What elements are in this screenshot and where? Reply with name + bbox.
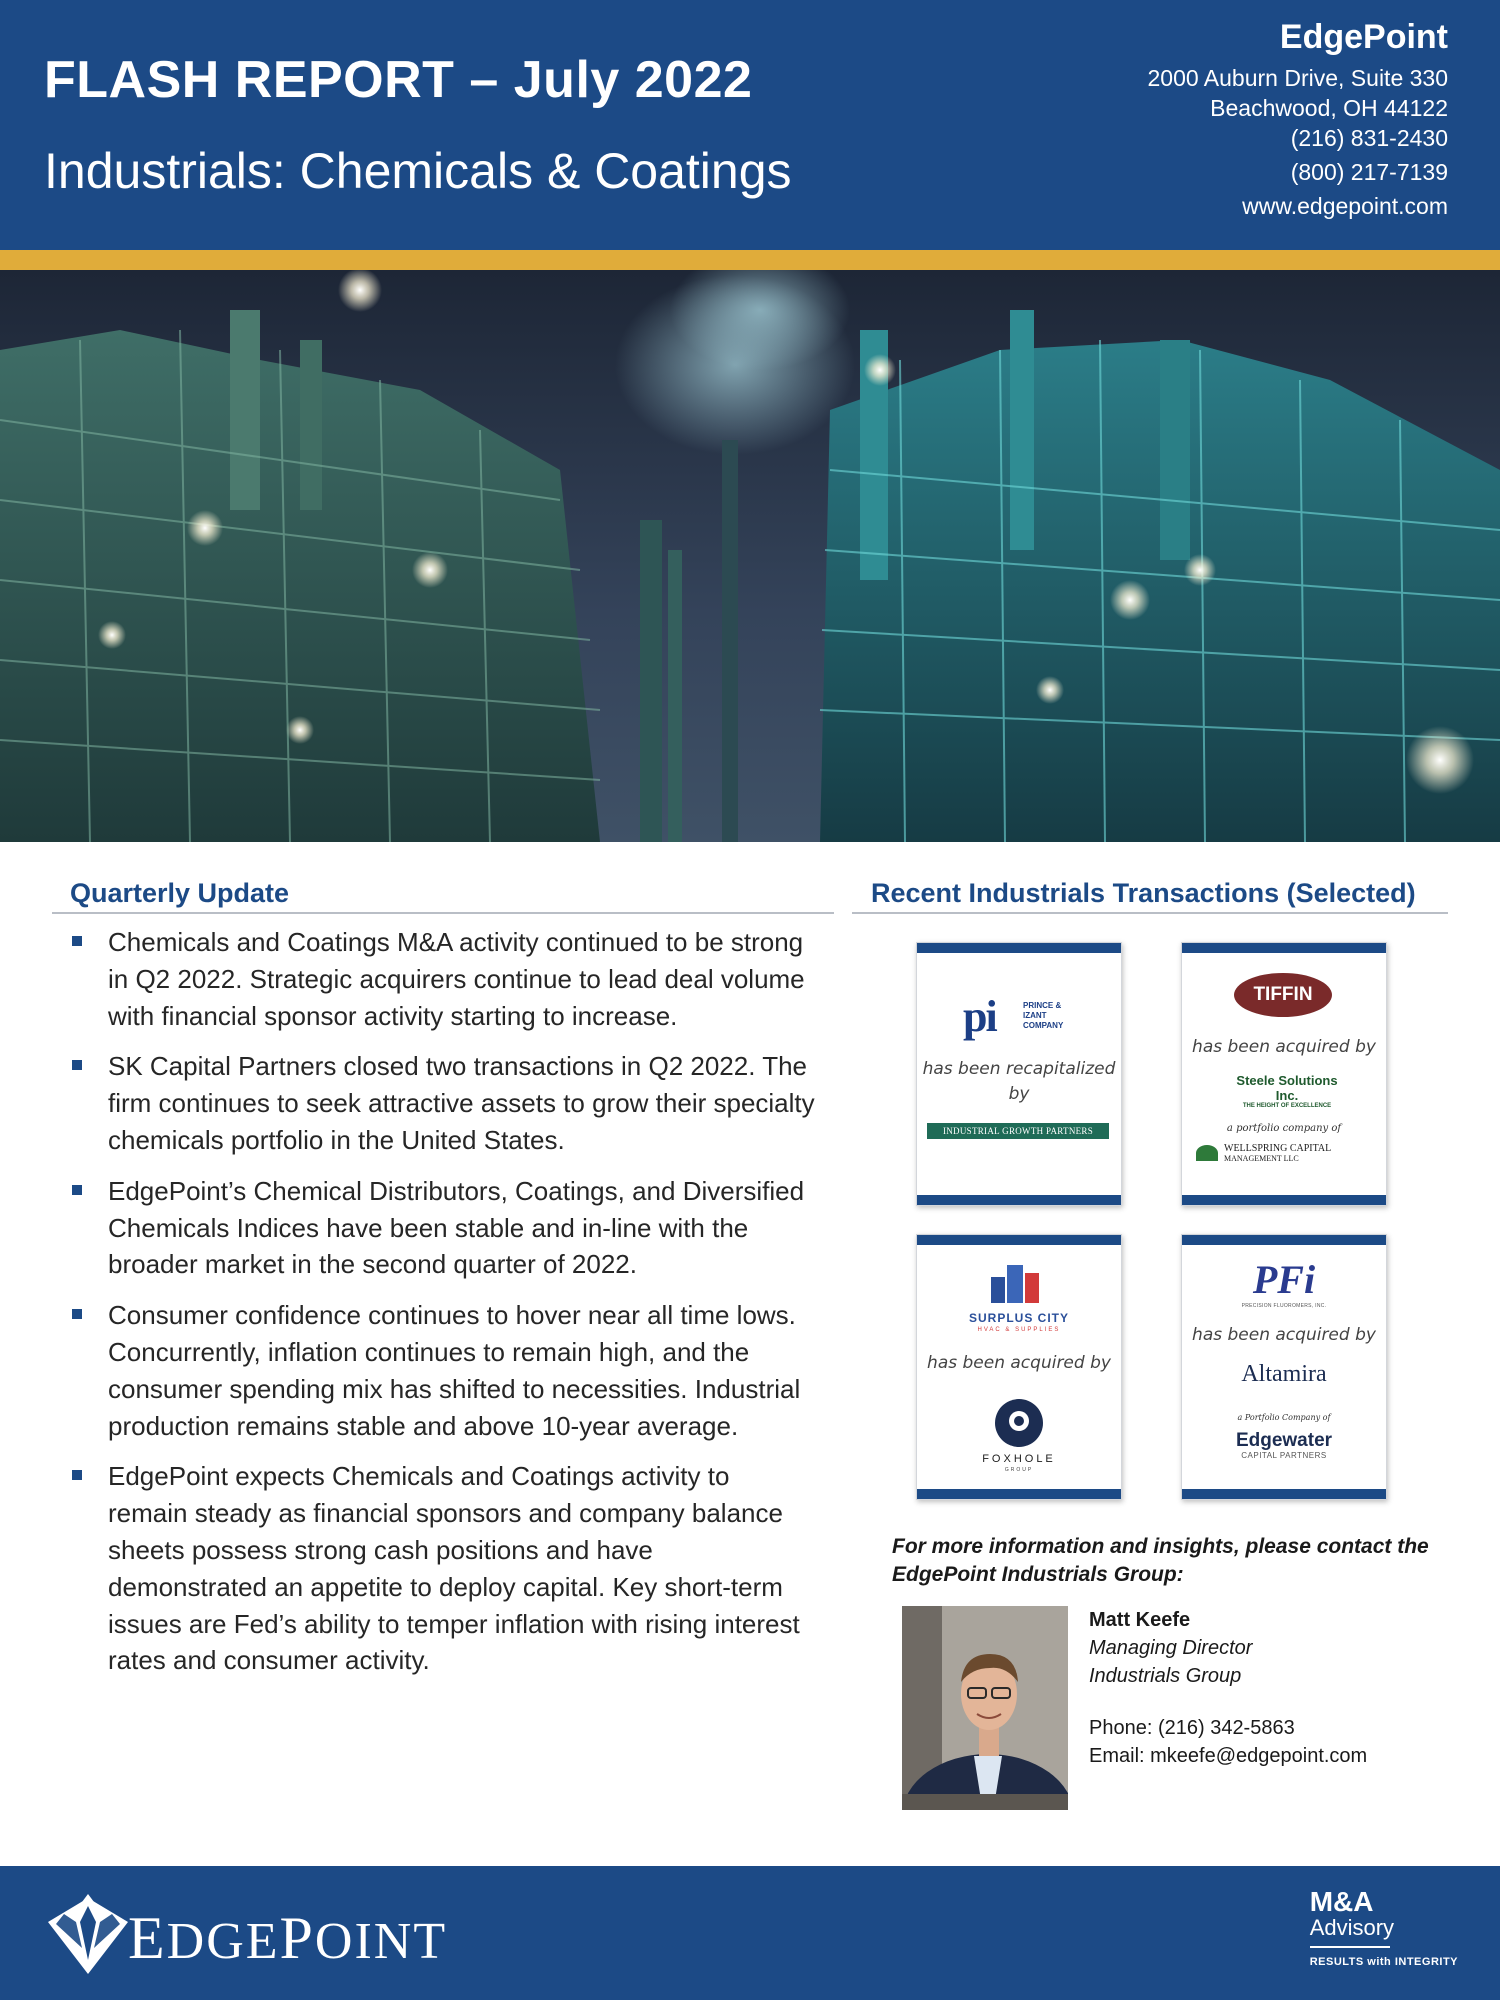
bullet-square-icon: [72, 1309, 82, 1319]
contact-intro: For more information and insights, please contact the EdgePoint Industrials Group:: [892, 1535, 1429, 1586]
phone-line-2: (800) 217-7139: [1290, 159, 1448, 185]
contact-phone[interactable]: Phone: (216) 342-5863: [1089, 1717, 1295, 1739]
contact-email[interactable]: Email: mkeefe@edgepoint.com: [1089, 1745, 1368, 1767]
list-item: SK Capital Partners closed two transactions in Q2 2022. The firm continues to seek attractive assets to grow their specialty chemicals portfolio in the United States.: [70, 1048, 815, 1158]
company-contact-block: [1148, 18, 1448, 221]
card-bar-bottom: [1182, 1489, 1386, 1499]
surplus-city-building-icon: [987, 1261, 1051, 1303]
card-bar-bottom: [917, 1489, 1121, 1499]
quarterly-update-list: [70, 924, 815, 1693]
quarterly-update-rule: [52, 912, 834, 914]
prince-izant-logo: pi PRINCE & IZANT COMPANY: [963, 992, 1064, 1041]
address-line-2: Beachwood, OH 44122: [1210, 95, 1448, 121]
list-item: Consumer confidence continues to hover near all time lows. Concurrently, inflation continues to remain high, and the consumer spending mix has shifted to necessities. Industrial production remains stable and above 10-year average.: [70, 1297, 815, 1444]
quarterly-update-heading: Quarterly Update: [70, 878, 290, 908]
deal-card-pfi: PFi PRECISION FLUOROMERS, INC. has been acquired by Altamira a Portfolio Company of Edgewater CAPITAL PARTNERS: [1181, 1234, 1387, 1500]
card-bar-bottom: [917, 1195, 1121, 1205]
bullet-square-icon: [72, 1060, 82, 1070]
matt-keefe-photo: [902, 1606, 1068, 1810]
report-title: FLASH REPORT – July 2022: [44, 51, 753, 109]
company-name: EdgePoint: [1279, 18, 1448, 56]
edgepoint-logo-icon: [42, 1892, 134, 1976]
pfi-logo: PFi: [1252, 1257, 1316, 1302]
report-subtitle: Industrials: Chemicals & Coatings: [44, 143, 792, 199]
card-bar-top: [1182, 1235, 1386, 1245]
transactions-heading: Recent Industrials Transactions (Selected): [871, 878, 1416, 908]
edgewater-logo: Edgewater CAPITAL PARTNERS: [1235, 1430, 1333, 1460]
card-bar-bottom: [1182, 1195, 1386, 1205]
deal-card-surplus-city: SURPLUS CITY HVAC & SUPPLIES has been acquired by FOXHOLE GROUP: [916, 1234, 1122, 1500]
edgepoint-wordmark: EDGEPOINT: [128, 1905, 448, 1971]
bullet-square-icon: [72, 1185, 82, 1195]
list-item: Chemicals and Coatings M&A activity continued to be strong in Q2 2022. Strategic acquirers continue to lead deal volume with financial sponsor activity starting to increase.: [70, 924, 815, 1034]
industrial-growth-partners-logo: INDUSTRIAL GROWTH PARTNERS: [927, 1123, 1109, 1139]
deal-card-prince-izant: pi PRINCE & IZANT COMPANY has been recapitalized by INDUSTRIAL GROWTH PARTNERS: [916, 942, 1122, 1206]
page-footer: [0, 1866, 1500, 2000]
bullet-square-icon: [72, 936, 82, 946]
list-item: EdgePoint’s Chemical Distributors, Coatings, and Diversified Chemicals Indices have been stable and in-line with the broader market in the second quarter of 2022.: [70, 1173, 815, 1283]
card-bar-top: [917, 1235, 1121, 1245]
phone-line-1: (216) 831-2430: [1290, 125, 1448, 151]
report-header: [0, 0, 1500, 250]
refinery-hero-image: [0, 270, 1500, 842]
leaf-icon: [1196, 1145, 1218, 1161]
contact-name: Matt Keefe: [1089, 1609, 1191, 1631]
contact-details: [1089, 1606, 1367, 1770]
website-link[interactable]: www.edgepoint.com: [1242, 193, 1448, 219]
tiffin-logo: TIFFIN: [1234, 973, 1332, 1017]
gold-accent-bar: [0, 250, 1500, 270]
card-bar-top: [1182, 943, 1386, 953]
steele-solutions-logo: Steele Solutions Inc. THE HEIGHT OF EXCELLENCE: [1236, 1073, 1338, 1109]
altamira-logo: Altamira: [1241, 1361, 1327, 1387]
card-bar-top: [917, 943, 1121, 953]
contact-title: Managing Director: [1089, 1637, 1253, 1659]
transactions-rule: [852, 912, 1448, 914]
address-line-1: 2000 Auburn Drive, Suite 330: [1147, 65, 1448, 91]
foxhole-logo-icon: [995, 1399, 1043, 1447]
deal-card-tiffin: TIFFIN has been acquired by Steele Solutions Inc. THE HEIGHT OF EXCELLENCE a portfolio company of WELLSPRING CAPITAL MANAGEMENT LLC: [1181, 942, 1387, 1206]
ma-advisory-badge: M&A Advisory RESULTS with INTEGRITY: [1309, 1886, 1458, 1968]
bullet-square-icon: [72, 1470, 82, 1480]
list-item: EdgePoint expects Chemicals and Coatings activity to remain steady as financial sponsors and company balance sheets possess strong cash positions and have demonstrated an appetite to deploy capital. Key short-term issues are Fed’s ability to temper inflation with rising interest rates and consumer activity.: [70, 1458, 815, 1679]
contact-group: Industrials Group: [1089, 1665, 1242, 1687]
